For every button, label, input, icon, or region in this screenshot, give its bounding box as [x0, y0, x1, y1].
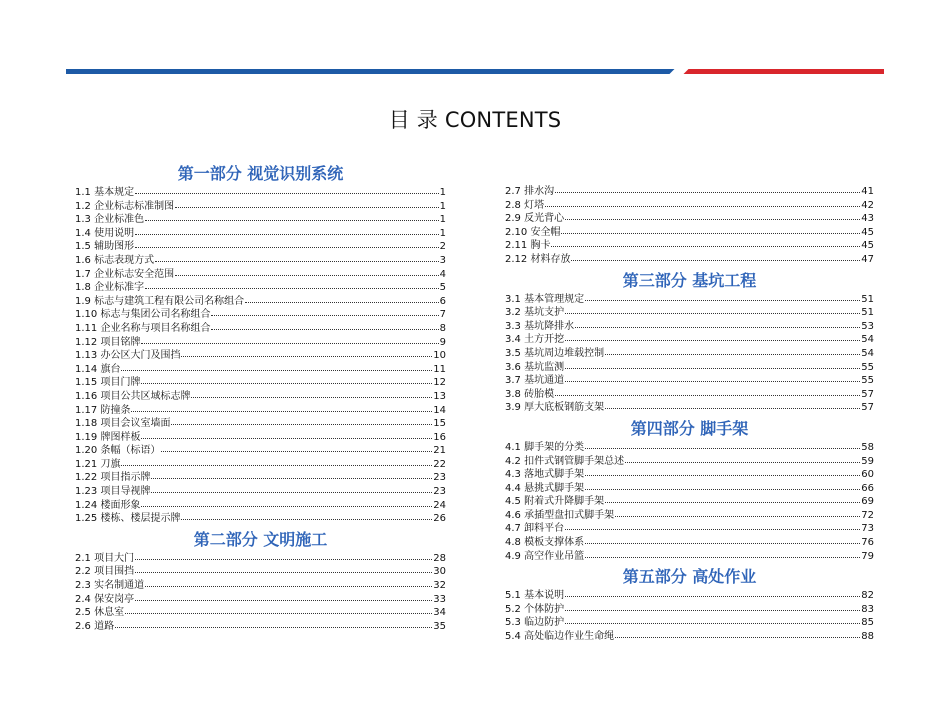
toc-entry-title: 2.5 休息室: [75, 607, 125, 619]
toc-entry-title: 5.1 基本说明: [505, 590, 565, 602]
toc-entry-page: 9: [439, 336, 446, 348]
toc-entry-page: 12: [433, 377, 446, 389]
toc-entry-page: 14: [433, 404, 446, 416]
toc-entry-page: 82: [861, 590, 874, 602]
toc-entry-title: 3.8 砖胎模: [505, 388, 555, 400]
toc-entry-title: 1.1 基本规定: [75, 187, 135, 198]
toc-entry-page: 10: [433, 350, 446, 362]
toc-entry[interactable]: [505, 198, 874, 212]
toc-entry-title: 1.19 牌图样板: [75, 431, 141, 443]
toc-entry-page: 6: [439, 295, 446, 307]
toc-entry[interactable]: [75, 578, 446, 592]
toc-entry-title: 1.15 项目门牌: [75, 377, 141, 389]
toc-entry-title: 1.11 企业名称与项目名称组合: [75, 322, 211, 334]
dot-leader: [605, 346, 860, 356]
toc-entry[interactable]: [505, 305, 874, 319]
dot-leader: [585, 535, 860, 545]
section-heading: 第二部分 文明施工: [193, 529, 328, 549]
toc-entry-page: 33: [433, 593, 446, 605]
toc-entry-title: 5.2 个体防护: [505, 603, 565, 615]
toc-entry[interactable]: [505, 467, 874, 481]
toc-entry-title: 3.5 基坑周边堆载控制: [505, 347, 605, 359]
section-heading: 第五部分 高处作业: [622, 567, 757, 587]
toc-entry-title: 1.25 楼栋、楼层提示牌: [75, 513, 181, 525]
toc-entry-title: 4.7 卸料平台: [505, 523, 565, 535]
toc-entry[interactable]: [505, 400, 874, 414]
toc-entry[interactable]: [75, 199, 446, 213]
toc-entry[interactable]: [75, 185, 446, 199]
toc-entry-page: 41: [861, 186, 874, 197]
dot-leader: [181, 511, 432, 521]
dot-leader: [175, 199, 439, 209]
toc-entry-page: 1: [439, 214, 446, 226]
toc-entry[interactable]: [505, 387, 874, 401]
toc-entry[interactable]: [75, 470, 446, 484]
toc-entry[interactable]: [75, 212, 446, 226]
dot-leader: [151, 484, 432, 494]
toc-entry[interactable]: [75, 592, 446, 606]
toc-entry-page: 22: [433, 458, 446, 470]
dot-leader: [171, 416, 432, 426]
toc-entry-title: 3.3 基坑降排水: [505, 320, 575, 332]
toc-entry[interactable]: [75, 362, 446, 376]
toc-entry[interactable]: [75, 335, 446, 349]
toc-entry[interactable]: [75, 253, 446, 267]
toc-entry-page: 66: [861, 482, 874, 494]
dot-leader: [565, 373, 860, 383]
toc-entry-title: 2.2 项目围挡: [75, 566, 135, 578]
toc-entry[interactable]: [75, 511, 446, 525]
toc-entry-page: 1: [439, 200, 446, 212]
toc-entry[interactable]: [75, 619, 446, 633]
toc-entry-title: 1.7 企业标志安全范围: [75, 268, 175, 280]
dot-leader: [575, 319, 860, 329]
dot-leader: [135, 185, 439, 195]
dot-leader: [615, 629, 860, 639]
toc-entry-page: 59: [861, 455, 874, 467]
dot-leader: [565, 521, 860, 531]
section-heading: 第四部分 脚手架: [630, 418, 749, 438]
toc-entry[interactable]: [505, 549, 874, 563]
toc-entry-page: 21: [433, 445, 446, 457]
toc-column-left: [75, 163, 446, 632]
toc-entry[interactable]: [75, 416, 446, 430]
toc-entry-page: 55: [861, 361, 874, 373]
toc-entry-page: 53: [861, 320, 874, 332]
toc-entry[interactable]: [505, 373, 874, 387]
dot-leader: [605, 400, 860, 410]
toc-entry-page: 28: [433, 552, 446, 564]
dot-leader: [145, 578, 432, 588]
toc-entry[interactable]: [505, 360, 874, 374]
toc-entry-page: 79: [861, 550, 874, 562]
toc-entry-page: 16: [433, 431, 446, 443]
toc-entry-title: 1.16 项目公共区域标志牌: [75, 390, 191, 402]
toc-entry[interactable]: [505, 521, 874, 535]
toc-entry-page: 55: [861, 375, 874, 387]
dot-leader: [625, 454, 860, 464]
dot-leader: [585, 481, 860, 491]
dot-leader: [135, 564, 432, 574]
toc-entry[interactable]: [505, 211, 874, 225]
toc-entry-title: 4.3 落地式脚手架: [505, 469, 585, 481]
toc-entry-page: 69: [861, 496, 874, 508]
dot-leader: [121, 362, 432, 372]
toc-entry-title: 5.3 临边防护: [505, 617, 565, 629]
page-title: 目 录 CONTENTS: [388, 108, 562, 132]
toc-entry-page: 83: [861, 603, 874, 615]
dot-leader: [555, 387, 860, 397]
toc-entry-page: 58: [861, 441, 874, 453]
toc-entry[interactable]: [505, 535, 874, 549]
toc-entry[interactable]: [75, 307, 446, 321]
toc-entry-page: 45: [861, 240, 874, 252]
toc-entry-title: 2.6 道路: [75, 620, 115, 632]
toc-entry-page: 42: [861, 199, 874, 211]
toc-entry-page: 43: [861, 213, 874, 225]
header-stripe-blue: [66, 69, 678, 74]
toc-entry-title: 1.3 企业标准色: [75, 214, 145, 226]
toc-entry-page: 54: [861, 347, 874, 359]
toc-entry-title: 2.4 保安岗亭: [75, 593, 135, 605]
toc-entry-title: 1.20 条幅（标语）: [75, 445, 161, 457]
toc-entry-title: 1.23 项目导视牌: [75, 486, 151, 498]
toc-column-right: [505, 184, 874, 643]
toc-entry-page: 3: [439, 254, 446, 266]
toc-entry[interactable]: [75, 605, 446, 619]
dot-leader: [605, 494, 860, 504]
toc-entry-title: 1.22 项目指示牌: [75, 472, 151, 484]
dot-leader: [135, 239, 439, 249]
toc-entry-title: 4.8 模板支撑体系: [505, 537, 585, 549]
dot-leader: [565, 211, 860, 221]
toc-entry-title: 1.14 旗台: [75, 363, 121, 375]
toc-entry[interactable]: [505, 440, 874, 454]
toc-entry[interactable]: [505, 332, 874, 346]
toc-entry[interactable]: [75, 280, 446, 294]
toc-entry-title: 2.3 实名制通道: [75, 580, 145, 592]
toc-entry-page: 51: [861, 293, 874, 305]
toc-entry-page: 30: [433, 566, 446, 578]
toc-entry[interactable]: [505, 508, 874, 522]
toc-entry-title: 2.8 灯塔: [505, 199, 545, 211]
toc-entry[interactable]: [75, 457, 446, 471]
toc-entry[interactable]: [75, 226, 446, 240]
toc-entry-page: 13: [433, 390, 446, 402]
toc-entry[interactable]: [75, 430, 446, 444]
dot-leader: [151, 470, 432, 480]
toc-entry-page: 76: [861, 537, 874, 549]
dot-leader: [585, 292, 860, 302]
toc-entry-title: 2.10 安全帽: [505, 226, 561, 238]
toc-entry[interactable]: [75, 389, 446, 403]
toc-entry-title: 4.9 高空作业吊篮: [505, 550, 585, 562]
toc-entry-page: 2: [439, 241, 446, 253]
dot-leader: [615, 508, 860, 518]
toc-entry-title: 1.5 辅助图形: [75, 241, 135, 253]
dot-leader: [161, 443, 432, 453]
toc-entry-title: 3.7 基坑通道: [505, 375, 565, 387]
toc-entry-title: 1.18 项目会议室墙面: [75, 418, 171, 430]
dot-leader: [585, 467, 860, 477]
toc-entry[interactable]: [505, 184, 874, 198]
toc-entry-title: 2.1 项目大门: [75, 552, 135, 564]
toc-entry[interactable]: [75, 443, 446, 457]
toc-entry-title: 4.4 悬挑式脚手架: [505, 482, 585, 494]
toc-entry[interactable]: [505, 602, 874, 616]
dot-leader: [585, 549, 860, 559]
dot-leader: [135, 592, 432, 602]
toc-entry-title: 4.5 附着式升降脚手架: [505, 496, 605, 508]
toc-entry-title: 1.24 楼面形象: [75, 499, 141, 511]
toc-entry[interactable]: [505, 346, 874, 360]
toc-entry-page: 8: [439, 322, 446, 334]
toc-entry[interactable]: [505, 494, 874, 508]
toc-entry[interactable]: [75, 551, 446, 565]
section-heading: 第一部分 视觉识别系统: [177, 164, 344, 183]
toc-entry-title: 1.10 标志与集团公司名称组合: [75, 309, 211, 321]
dot-leader: [141, 498, 432, 508]
toc-entry-page: 85: [861, 617, 874, 629]
toc-entry-title: 1.2 企业标志标准制图: [75, 200, 175, 212]
toc-entry[interactable]: [505, 319, 874, 333]
dot-leader: [141, 335, 438, 345]
toc-entry-title: 1.17 防撞条: [75, 404, 131, 416]
dot-leader: [551, 238, 860, 248]
toc-entry-page: 7: [439, 309, 446, 321]
toc-entry-page: 26: [433, 513, 446, 525]
toc-entry-page: 73: [861, 523, 874, 535]
toc-entry-title: 1.8 企业标准字: [75, 282, 145, 294]
dot-leader: [135, 551, 432, 561]
dot-leader: [131, 403, 432, 413]
toc-entry-title: 3.6 基坑监测: [505, 361, 565, 373]
toc-entry-title: 4.2 扣件式钢管脚手架总述: [505, 455, 625, 467]
toc-entry-page: 34: [433, 607, 446, 619]
toc-entry-title: 3.4 土方开挖: [505, 334, 565, 346]
toc-entry-title: 1.13 办公区大门及围挡: [75, 350, 181, 362]
dot-leader: [141, 375, 432, 385]
toc-entry-title: 2.11 胸卡: [505, 240, 551, 252]
toc-entry-page: 4: [439, 268, 446, 280]
toc-entry-page: 88: [861, 631, 874, 643]
dot-leader: [191, 389, 432, 399]
toc-entry-title: 4.6 承插型盘扣式脚手架: [505, 509, 615, 521]
dot-leader: [571, 252, 860, 262]
dot-leader: [155, 253, 439, 263]
toc-entry[interactable]: [505, 588, 874, 602]
toc-entry[interactable]: [505, 238, 874, 252]
toc-entry-page: 54: [861, 334, 874, 346]
toc-entry-title: 3.2 基坑支护: [505, 307, 565, 319]
toc-entry-title: 2.9 反光背心: [505, 213, 565, 225]
toc-entry[interactable]: [75, 267, 446, 281]
toc-entry-page: 23: [433, 486, 446, 498]
toc-entry-page: 23: [433, 472, 446, 484]
toc-entry[interactable]: [75, 403, 446, 417]
toc-entry-page: 51: [861, 307, 874, 319]
dot-leader: [211, 307, 438, 317]
toc-entry-title: 1.12 项目铭牌: [75, 336, 141, 348]
dot-leader: [565, 615, 860, 625]
toc-entry[interactable]: [75, 348, 446, 362]
dot-leader: [565, 305, 860, 315]
toc-entry-page: 60: [861, 469, 874, 481]
toc-entry-page: 57: [861, 388, 874, 400]
dot-leader: [145, 280, 439, 290]
dot-leader: [121, 457, 432, 467]
dot-leader: [245, 294, 439, 304]
toc-entry[interactable]: [75, 484, 446, 498]
toc-entry-title: 4.1 脚手架的分类: [505, 441, 585, 453]
dot-leader: [565, 360, 860, 370]
toc-entry[interactable]: [505, 454, 874, 468]
toc-entry-page: 24: [433, 499, 446, 511]
toc-entry-page: 57: [861, 402, 874, 414]
section-heading: 第三部分 基坑工程: [622, 270, 757, 290]
toc-entry[interactable]: [505, 252, 874, 266]
toc-entry-page: 15: [433, 418, 446, 430]
toc-entry-page: 47: [861, 253, 874, 265]
toc-entry-page: 35: [433, 620, 446, 632]
dot-leader: [115, 619, 432, 629]
toc-entry[interactable]: [505, 629, 874, 643]
dot-leader: [125, 605, 432, 615]
header-stripe-red: [682, 69, 884, 74]
toc-entry[interactable]: [75, 564, 446, 578]
dot-leader: [565, 332, 860, 342]
dot-leader: [175, 267, 439, 277]
toc-entry-page: 72: [861, 509, 874, 521]
toc-entry-title: 2.12 材料存放: [505, 253, 571, 265]
toc-entry-title: 1.6 标志表现方式: [75, 254, 155, 266]
toc-entry[interactable]: [75, 321, 446, 335]
toc-entry-page: 32: [433, 580, 446, 592]
toc-entry[interactable]: [75, 375, 446, 389]
dot-leader: [211, 321, 438, 331]
toc-entry-title: 1.9 标志与建筑工程有限公司名称组合: [75, 295, 245, 307]
toc-entry[interactable]: [75, 294, 446, 308]
toc-entry[interactable]: [505, 225, 874, 239]
toc-entry-title: 1.4 使用说明: [75, 227, 135, 239]
toc-entry[interactable]: [505, 292, 874, 306]
toc-entry[interactable]: [505, 615, 874, 629]
toc-entry-title: 1.21 刀旗: [75, 458, 121, 470]
dot-leader: [135, 226, 439, 236]
dot-leader: [585, 440, 860, 450]
toc-entry[interactable]: [75, 498, 446, 512]
dot-leader: [561, 225, 860, 235]
toc-entry-title: 3.9 厚大底板钢筋支架: [505, 402, 605, 414]
dot-leader: [181, 348, 432, 358]
toc-entry-page: 1: [439, 187, 446, 198]
dot-leader: [141, 430, 432, 440]
toc-entry-page: 1: [439, 227, 446, 239]
toc-entry[interactable]: [505, 481, 874, 495]
toc-entry-page: 45: [861, 226, 874, 238]
toc-entry-page: 11: [433, 363, 446, 375]
toc-entry-page: 5: [439, 282, 446, 294]
dot-leader: [545, 198, 860, 208]
toc-entry-title: 3.1 基本管理规定: [505, 293, 585, 305]
toc-entry-title: 2.7 排水沟: [505, 186, 555, 197]
dot-leader: [555, 184, 860, 194]
toc-entry-title: 5.4 高处临边作业生命绳: [505, 631, 615, 643]
dot-leader: [565, 588, 860, 598]
dot-leader: [145, 212, 439, 222]
dot-leader: [565, 602, 860, 612]
toc-entry[interactable]: [75, 239, 446, 253]
